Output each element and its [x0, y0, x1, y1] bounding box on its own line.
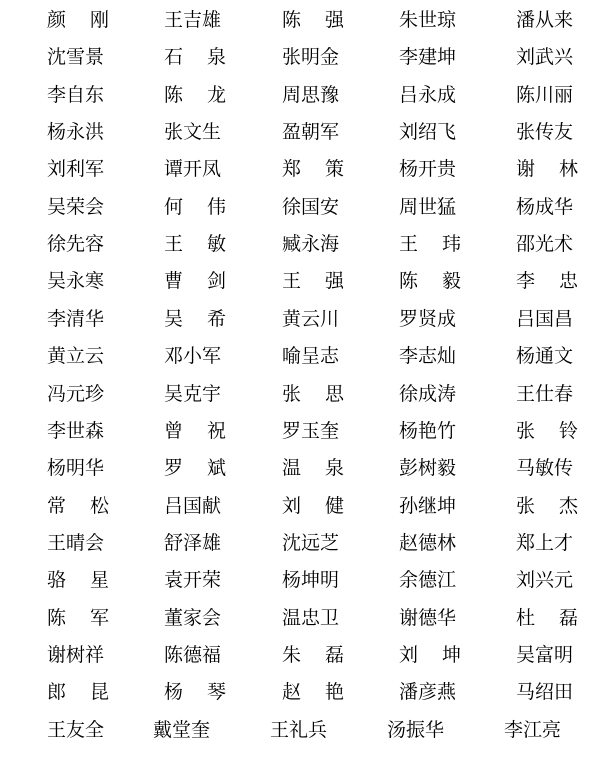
name-cell: 刘: [282, 494, 302, 517]
name-cell: 冯元珍: [47, 382, 105, 405]
name-cell: 张: [516, 419, 536, 442]
name-cell: 马敏传: [516, 457, 574, 480]
name-cell: 杨: [164, 681, 184, 704]
name-cell: 坤: [442, 643, 462, 666]
name-cell: 星: [90, 569, 110, 592]
name-cell: 杨通文: [516, 345, 574, 368]
name-cell: 张: [516, 494, 536, 517]
name-cell: 希: [207, 307, 227, 330]
name-cell: 吴富明: [516, 643, 574, 666]
name-cell: 龙: [207, 83, 227, 106]
name-cell: 杰: [559, 494, 579, 517]
name-cell: 孙继坤: [399, 494, 457, 517]
name-cell: 吴荣会: [47, 195, 105, 218]
name-cell: 王友全: [47, 718, 105, 741]
table-row: [0, 39, 608, 76]
name-cell: 喻呈志: [282, 345, 340, 368]
name-cell: 吴克宇: [164, 382, 222, 405]
name-cell: 徐国安: [282, 195, 340, 218]
name-cell: 陈德福: [164, 643, 222, 666]
name-cell: 彭树毅: [399, 457, 457, 480]
name-cell: 黄云川: [282, 307, 340, 330]
name-cell: 刘: [399, 643, 419, 666]
name-cell: 袁开荣: [164, 569, 222, 592]
table-row: [0, 525, 608, 562]
name-cell: 斌: [207, 457, 227, 480]
name-cell: 赵德林: [399, 531, 457, 554]
name-cell: 马绍田: [516, 681, 574, 704]
name-cell: 昆: [90, 681, 110, 704]
table-row: [0, 450, 608, 487]
name-cell: 沈雪景: [47, 46, 105, 69]
name-cell: 王礼兵: [270, 718, 328, 741]
table-row: [0, 114, 608, 151]
name-cell: 李清华: [47, 307, 105, 330]
table-row: [0, 488, 608, 525]
name-cell: 徐先容: [47, 233, 105, 256]
name-cell: 吕永成: [399, 83, 457, 106]
name-cell: 王仕春: [516, 382, 574, 405]
name-cell: 泉: [207, 46, 227, 69]
name-cell: 谭开凤: [164, 158, 222, 181]
name-cell: 刘武兴: [516, 46, 574, 69]
name-cell: 林: [559, 158, 579, 181]
table-row: [0, 674, 608, 711]
name-cell: 李世森: [47, 419, 105, 442]
name-cell: 刘绍飞: [399, 121, 457, 144]
name-cell: 李: [516, 270, 536, 293]
name-cell: 罗: [164, 457, 184, 480]
name-cell: 舒泽雄: [164, 531, 222, 554]
name-cell: 磊: [559, 606, 579, 629]
name-cell: 谢: [516, 158, 536, 181]
name-cell: 强: [325, 9, 345, 31]
name-cell: 张文生: [164, 121, 222, 144]
name-cell: 潘从来: [516, 9, 574, 31]
table-row: [0, 562, 608, 599]
name-cell: 陈: [47, 606, 67, 629]
name-cell: 李自东: [47, 83, 105, 106]
table-row: [0, 712, 608, 749]
name-cell: 刘兴元: [516, 569, 574, 592]
name-cell: 张: [282, 382, 302, 405]
name-cell: 温: [282, 457, 302, 480]
name-cell: 赵: [282, 681, 302, 704]
name-cell: 周世猛: [399, 195, 457, 218]
name-cell: 朱: [282, 643, 302, 666]
table-row: [0, 338, 608, 375]
name-cell: 陈: [399, 270, 419, 293]
name-cell: 刘利军: [47, 158, 105, 181]
name-cell: 杨永洪: [47, 121, 105, 144]
name-cell: 徐成涛: [399, 382, 457, 405]
name-cell: 剑: [207, 270, 227, 293]
table-row: [0, 2, 608, 39]
name-cell: 忠: [559, 270, 579, 293]
name-cell: 陈川丽: [516, 83, 574, 106]
name-cell: 王吉雄: [164, 9, 222, 31]
name-cell: 吕国昌: [516, 307, 574, 330]
name-cell: 朱世琼: [399, 9, 457, 31]
name-cell: 杜: [516, 606, 536, 629]
name-cell: 郑上才: [516, 531, 574, 554]
name-cell: 曾: [164, 419, 184, 442]
name-cell: 邵光术: [516, 233, 574, 256]
name-cell: 曹: [164, 270, 184, 293]
name-cell: 琴: [207, 681, 227, 704]
name-cell: 磊: [325, 643, 345, 666]
name-cell: 李建坤: [399, 46, 457, 69]
table-row: [0, 413, 608, 450]
name-cell: 盈朝军: [282, 121, 340, 144]
name-cell: 松: [90, 494, 110, 517]
name-cell: 泉: [325, 457, 345, 480]
name-cell: 罗贤成: [399, 307, 457, 330]
name-cell: 李志灿: [399, 345, 457, 368]
table-row: [0, 263, 608, 300]
name-cell: 吴: [164, 307, 184, 330]
name-cell: 王: [282, 270, 302, 293]
table-row: [0, 301, 608, 338]
name-cell: 艳: [325, 681, 345, 704]
name-cell: 陈: [282, 9, 302, 31]
name-cell: 祝: [207, 419, 227, 442]
name-cell: 颜: [47, 9, 67, 31]
name-cell: 杨成华: [516, 195, 574, 218]
name-cell: 温忠卫: [282, 606, 340, 629]
name-cell: 王: [164, 233, 184, 256]
name-cell: 骆: [47, 569, 67, 592]
table-row: [0, 637, 608, 674]
name-cell: 沈远芝: [282, 531, 340, 554]
name-cell: 戴堂奎: [153, 718, 211, 741]
name-cell: 常: [47, 494, 67, 517]
name-cell: 敏: [207, 233, 227, 256]
name-cell: 铃: [559, 419, 579, 442]
name-cell: 陈: [164, 83, 184, 106]
name-cell: 杨开贵: [399, 158, 457, 181]
name-cell: 邓小军: [164, 345, 222, 368]
name-cell: 吕国献: [164, 494, 222, 517]
name-cell: 杨坤明: [282, 569, 340, 592]
name-cell: 郎: [47, 681, 67, 704]
name-cell: 李江亮: [504, 718, 562, 741]
table-row: [0, 151, 608, 188]
name-cell: 汤振华: [387, 718, 445, 741]
name-cell: 郑: [282, 158, 302, 181]
name-cell: 周思豫: [282, 83, 340, 106]
name-cell: 强: [325, 270, 345, 293]
name-cell: 董家会: [164, 606, 222, 629]
name-cell: 罗玉奎: [282, 419, 340, 442]
table-row: [0, 600, 608, 637]
name-cell: 黄立云: [47, 345, 105, 368]
name-cell: 余德江: [399, 569, 457, 592]
name-cell: 吴永寒: [47, 270, 105, 293]
name-cell: 王晴会: [47, 531, 105, 554]
name-cell: 谢德华: [399, 606, 457, 629]
name-cell: 毅: [442, 270, 462, 293]
name-cell: 潘彦燕: [399, 681, 457, 704]
name-cell: 杨明华: [47, 457, 105, 480]
name-cell: 伟: [207, 195, 227, 218]
name-cell: 军: [90, 606, 110, 629]
name-cell: 策: [325, 158, 345, 181]
name-cell: 王: [399, 233, 419, 256]
table-row: [0, 189, 608, 226]
name-cell: 思: [325, 382, 345, 405]
name-cell: 杨艳竹: [399, 419, 457, 442]
name-cell: 何: [164, 195, 184, 218]
name-cell: 玮: [442, 233, 462, 256]
name-cell: 石: [164, 46, 184, 69]
name-cell: 张传友: [516, 121, 574, 144]
name-cell: 谢树祥: [47, 643, 105, 666]
name-cell: 刚: [90, 9, 110, 31]
table-row: [0, 376, 608, 413]
table-row: [0, 226, 608, 263]
table-row: [0, 77, 608, 114]
name-cell: 健: [325, 494, 345, 517]
name-cell: 臧永海: [282, 233, 340, 256]
name-cell: 张明金: [282, 46, 340, 69]
